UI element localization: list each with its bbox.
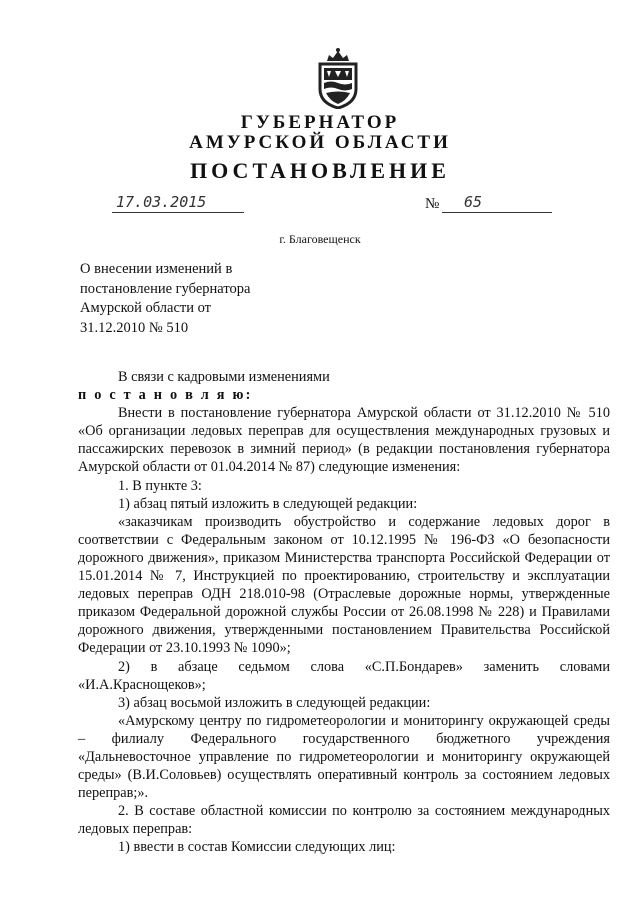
number-label: № bbox=[425, 196, 440, 212]
document-type: ПОСТАНОВЛЕНИЕ bbox=[190, 158, 450, 183]
city: г. Благовещенск bbox=[279, 232, 361, 246]
paragraph: 2. В составе областной комиссии по контролю за состоянием международных ледовых переправ: bbox=[78, 803, 610, 838]
header-region: АМУРСКОЙ ОБЛАСТИ bbox=[189, 132, 451, 153]
paragraph: 3) абзац восьмой изложить в следующей редакции: bbox=[118, 694, 431, 711]
subject-line: О внесении изменений в bbox=[80, 261, 233, 277]
coat-of-arms-icon bbox=[313, 47, 363, 109]
paragraph: «заказчикам производить обустройство и содержание ледовых дорог в соответствии с Федеральным законом от 10.12.1995 № 196-ФЗ «О безопасности дорожного движения», приказом Министерства транспорта Российской Федерации от 15.01.2014 № 7, Инструкцией по проектированию, строительству и эксплуатации ледовых переправ ОДН 218.010-98 (Отраслевые дорожные нормы, утвержденные приказом Федеральной дорожной службы России от 26.08.1998 № 228) и Правилами дорожного движения, утвержденными постановлением Правительства Российской Федерации от 23.10.1993 № 1090»; bbox=[78, 513, 610, 657]
document-body bbox=[78, 368, 610, 857]
document-subject bbox=[80, 260, 250, 338]
subject-line: 31.12.2010 № 510 bbox=[80, 319, 189, 336]
document-date: 17.03.2015 bbox=[112, 192, 244, 213]
paragraph: 1) абзац пятый изложить в следующей редакции: bbox=[118, 495, 418, 512]
paragraph: «Амурскому центру по гидрометеорологии и мониторингу окружающей среды – филиалу Федерального государственного бюджетного учреждения «Дальневосточное управление по гидрометеорологии и мониторингу окружающей среды» (В.И.Соловьев) осуществлять оперативный контроль за состоянием ледовых переправ;». bbox=[78, 712, 610, 802]
subject-line: постановление губернатора bbox=[80, 280, 251, 297]
subject-line: Амурской области от bbox=[80, 300, 212, 316]
paragraph: Внести в постановление губернатора Амурской области от 31.12.2010 № 510 «Об организации ледовых переправ для осуществления международных грузовых и пассажирских перевозок в зимний период» (в редакции постановления губернатора Амурской области от 01.04.2014 № 87) следующие изменения: bbox=[78, 405, 610, 476]
document-number: 65 bbox=[442, 192, 552, 213]
paragraph: 1) ввести в состав Комиссии следующих лиц: bbox=[118, 839, 396, 856]
decree-word: п о с т а н о в л я ю: bbox=[78, 387, 253, 404]
header-governor: ГУБЕРНАТОР bbox=[240, 112, 400, 133]
paragraph: 1. В пункте 3: bbox=[118, 477, 202, 494]
paragraph: 2) в абзаце седьмом слова «С.П.Бондарев» заменить словами «И.А.Краснощеков»; bbox=[78, 658, 610, 693]
intro-paragraph: В связи с кадровыми изменениями bbox=[118, 369, 330, 385]
